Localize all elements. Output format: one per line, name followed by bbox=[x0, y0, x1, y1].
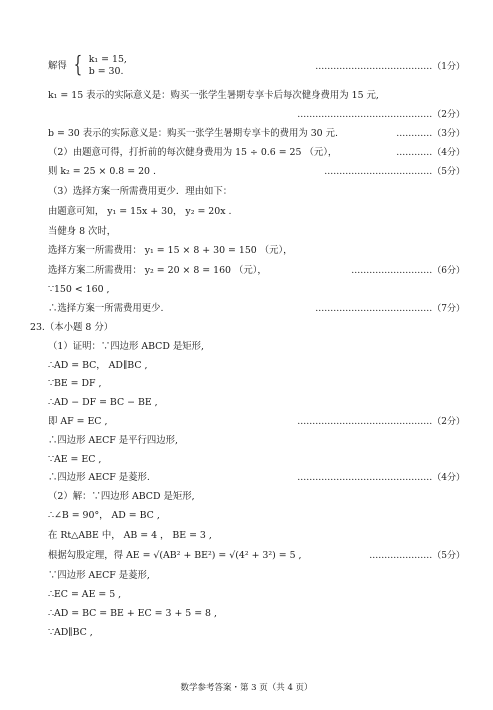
line-3: b = 30 表示的实际意义是：购买一张学生暑期专享卡的费用为 30 元. bbox=[48, 128, 338, 139]
line-11: ∵150 < 160 , bbox=[48, 284, 110, 295]
line-23: 在 Rt△ABE 中， AB = 4 ， BE = 3 , bbox=[48, 530, 212, 541]
points-4: …………（4分） bbox=[396, 148, 465, 158]
line-4: （2）由题意可得，打折前的每次健身费用为 15 ÷ 0.6 = 25 （元）， bbox=[48, 147, 338, 158]
points-10: …………………（5分） bbox=[369, 551, 465, 561]
solve-system bbox=[48, 54, 127, 78]
line-7: 由题意可知， y₁ = 15x + 30， y₂ = 20x . bbox=[48, 206, 232, 217]
line-12: ∴选择方案一所需费用更少. bbox=[48, 303, 164, 314]
points-3: …………（3分） bbox=[396, 129, 465, 139]
equation-stack bbox=[89, 54, 127, 78]
line-22: ∴∠B = 90°， AD = BC , bbox=[48, 510, 160, 521]
points-5: ………………………………（5分） bbox=[324, 167, 465, 177]
points-1: …………………………………（1分） bbox=[315, 62, 465, 72]
line-9: 选择方案一所需费用： y₁ = 15 × 8 + 30 = 150 （元）， bbox=[48, 245, 293, 256]
line-16: ∴AD − DF = BC − BE , bbox=[48, 397, 158, 408]
line-5: 则 k₂ = 25 × 0.8 = 20 . bbox=[48, 166, 156, 177]
line-10: 选择方案二所需费用： y₂ = 20 × 8 = 160 （元）， bbox=[48, 265, 267, 276]
line-21: （2）解：∵四边形 ABCD 是矩形, bbox=[48, 491, 195, 502]
line-14: ∴AD = BC， AD∥BC , bbox=[48, 360, 148, 371]
line-6: （3）选择方案一所需费用更少．理由如下： bbox=[48, 186, 233, 197]
line-24: 根据勾股定理，得 AE = √(AB² + BE²) = √(4² + 3²) = 5 , bbox=[48, 550, 302, 561]
line-8: 当健身 8 次时， bbox=[48, 226, 117, 237]
question-23-heading: 23.（本小题 8 分） bbox=[30, 322, 114, 333]
points-9: ………………………………………（4分） bbox=[297, 473, 465, 483]
line-26: ∴EC = AE = 5 , bbox=[48, 589, 122, 600]
line-17: 即 AF = EC , bbox=[48, 416, 108, 427]
line-19: ∵AE = EC , bbox=[48, 454, 102, 465]
line-28: ∵AD∥BC , bbox=[48, 627, 93, 638]
line-18: ∴四边形 AECF 是平行四边形, bbox=[48, 435, 178, 446]
equation-1: k₁ = 15, bbox=[88, 54, 127, 65]
line-15: ∵BE = DF , bbox=[48, 378, 102, 389]
equation-2: b = 30. bbox=[88, 66, 124, 77]
points-2: ………………………………………（2分） bbox=[297, 110, 465, 120]
line-20: ∴四边形 AECF 是菱形. bbox=[48, 472, 150, 483]
points-7: …………………………………（7分） bbox=[315, 304, 465, 314]
left-brace-icon: { bbox=[73, 53, 82, 78]
points-8: ………………………………………（2分） bbox=[297, 417, 465, 427]
line-27: ∴AD = BC = BE + EC = 3 + 5 = 8 , bbox=[48, 608, 217, 619]
line-13: （1）证明：∵四边形 ABCD 是矩形, bbox=[48, 341, 204, 352]
solve-label: 解得 bbox=[48, 60, 67, 72]
line-1: k₁ = 15 表示的实际意义是：购买一张学生暑期专享卡后每次健身费用为 15 元, bbox=[48, 90, 379, 101]
points-6: ………………………（6分） bbox=[351, 266, 465, 276]
line-25: ∵四边形 AECF 是菱形, bbox=[48, 570, 150, 581]
page-footer: 数学参考答案・第 3 页（共 4 页） bbox=[180, 683, 313, 693]
